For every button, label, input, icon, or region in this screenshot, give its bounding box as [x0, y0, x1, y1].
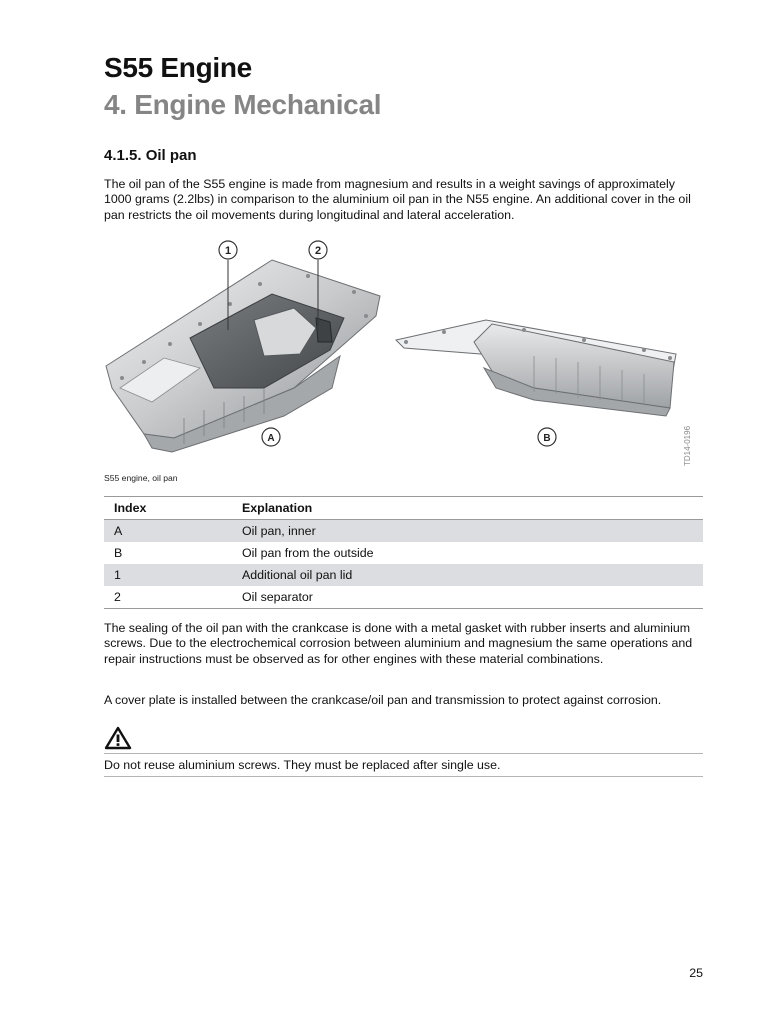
header-explanation: Explanation [232, 497, 703, 520]
callout-2 [309, 241, 327, 259]
oil-pan-figure [104, 238, 703, 470]
callout-1 [219, 241, 237, 259]
callout-label-2: 2 [314, 245, 322, 257]
callout-label-1: 1 [224, 245, 232, 257]
row-explanation: Additional oil pan lid [232, 564, 703, 586]
table-row [104, 520, 703, 543]
row-explanation: Oil pan, inner [232, 520, 703, 543]
row-explanation: Oil separator [232, 586, 703, 609]
page-number: 25 [689, 966, 703, 980]
table-row [104, 542, 703, 564]
oil-pan-inner-view [106, 260, 380, 452]
table-row [104, 586, 703, 609]
row-explanation: Oil pan from the outside [242, 546, 374, 560]
table-header-row [104, 497, 703, 520]
row-index: 2 [104, 586, 232, 609]
row-index: B [114, 546, 123, 560]
warning-triangle-icon [104, 726, 132, 750]
view-b-text: B [543, 433, 551, 444]
chapter-title: 4. Engine Mechanical [104, 89, 382, 120]
warning-divider-top [104, 753, 703, 754]
view-label-a [262, 428, 280, 446]
oil-pan-outside-view [396, 320, 676, 416]
table-row [104, 564, 703, 586]
document-title: S55 Engine [104, 52, 252, 83]
section-title: 4.1.5. Oil pan [104, 147, 197, 164]
row-index: 1 [104, 564, 232, 586]
index-table [104, 496, 703, 609]
warning-text: Do not reuse aluminium screws. They must be replaced after single use. [104, 758, 501, 772]
sealing-paragraph: The sealing of the oil pan with the crankcase is done with a metal gasket with rubber inserts and aluminium screws. Due to the electrochemical corrosion between aluminium and magnesium the same operations and repair instructions must be observed as for other engines with these material combinations. [104, 621, 693, 666]
cover-plate-paragraph: A cover plate is installed between the crankcase/oil pan and transmission to protect against corrosion. [104, 693, 662, 707]
figure-code: TD14-0196 [683, 425, 692, 466]
view-label-b [538, 428, 556, 446]
row-index: A [104, 520, 232, 543]
header-index: Index [104, 497, 232, 520]
figure-caption: S55 engine, oil pan [104, 473, 178, 483]
intro-paragraph: The oil pan of the S55 engine is made from magnesium and results in a weight savings of approximately 1000 grams (2.2lbs) in comparison to the aluminium oil pan in the N55 engine. An additional cover in the oil pan restricts the oil movements during longitudinal and lateral acceleration. [104, 177, 691, 222]
oil-pan-illustration [104, 238, 703, 470]
view-a-text: A [267, 433, 275, 444]
warning-divider-bottom [104, 776, 703, 777]
